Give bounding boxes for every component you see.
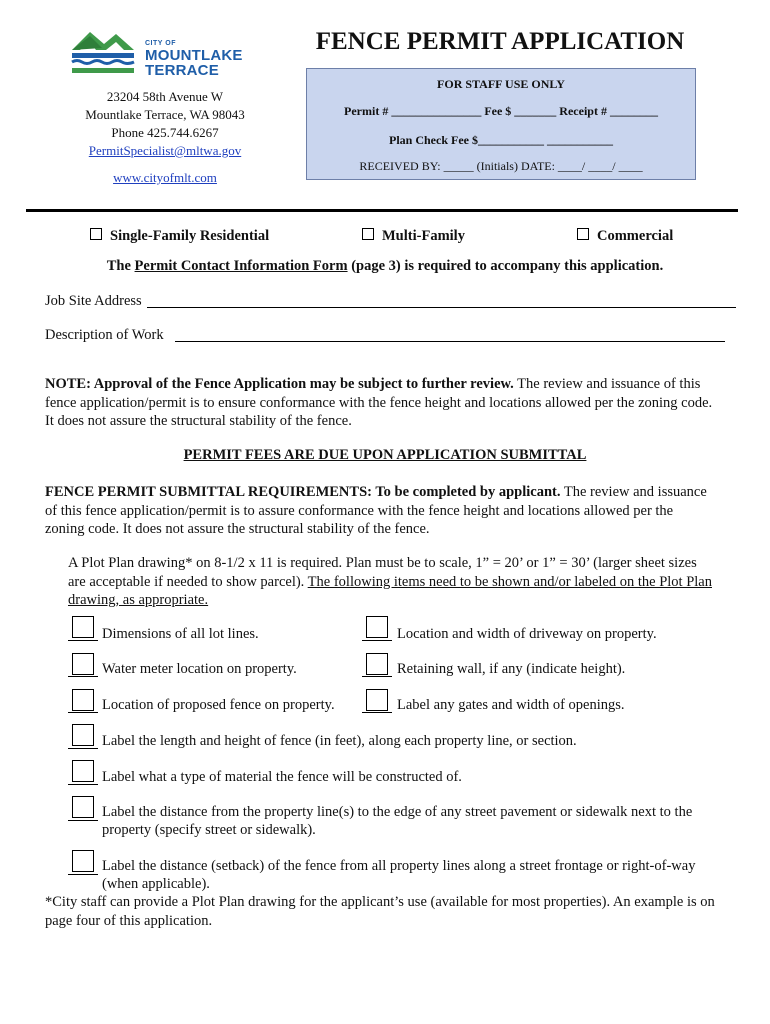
- checkbox-underline: [68, 676, 98, 677]
- checkbox-gates[interactable]: [366, 689, 388, 711]
- requirements-rest: The review and issuance of this fence application/permit is to assure conformance with the fence height and locations allowed per the zoning code. It does not assure the structural stability of the fence.: [45, 484, 707, 537]
- checkbox-fence-location[interactable]: [72, 689, 94, 711]
- divider: [26, 209, 738, 212]
- plot-plan-underlined: The following items need to be shown and/or labeled on the Plot Plan drawing, as appropriate.: [68, 573, 712, 608]
- staff-plan-check-line[interactable]: Plan Check Fee $___________ ___________: [389, 133, 613, 147]
- checkbox-length-height[interactable]: [72, 724, 94, 746]
- contact-form-link[interactable]: Permit Contact Information Form: [134, 258, 348, 274]
- checkbox-lot-lines[interactable]: [72, 616, 94, 638]
- checkbox-single-family[interactable]: [90, 228, 102, 240]
- job-site-label: Job Site Address: [45, 293, 142, 309]
- mountain-logo-icon: [68, 26, 144, 82]
- notice-post: (page 3) is required to accompany this application.: [347, 258, 664, 274]
- item-length-height: Label the length and height of fence (in feet), along each property line, or section.: [102, 733, 577, 749]
- checkbox-underline: [68, 748, 98, 749]
- checkbox-multi-family[interactable]: [362, 228, 374, 240]
- item-driveway: Location and width of driveway on property.: [397, 626, 657, 642]
- fees-heading: [0, 447, 770, 464]
- type-commercial-label: Commercial: [597, 228, 674, 244]
- website-block: [60, 170, 270, 186]
- checkbox-underline: [68, 784, 98, 785]
- item-gates: Label any gates and width of openings.: [397, 697, 625, 713]
- checkbox-underline: [68, 820, 98, 821]
- city-address: Mountlake Terrace, WA 98043: [85, 107, 245, 122]
- item-material: Label what a type of material the fence will be constructed of.: [102, 769, 462, 785]
- type-single-family[interactable]: [90, 228, 269, 245]
- notice-pre: The: [106, 258, 135, 274]
- city-logo: [68, 26, 248, 82]
- checkbox-water-meter[interactable]: [72, 653, 94, 675]
- item-fence-location: Location of proposed fence on property.: [102, 697, 335, 713]
- checkbox-setback[interactable]: [72, 850, 94, 872]
- footnote: *City staff can provide a Plot Plan drawing for the applicant’s use (available for most properties). An example is on page four of this application.: [45, 894, 715, 929]
- requirements-paragraph: [45, 483, 715, 539]
- item-retaining-wall: Retaining wall, if any (indicate height).: [397, 661, 626, 677]
- checkbox-underline: [362, 712, 392, 713]
- plot-plan-paragraph: [68, 554, 718, 610]
- checkbox-street-distance[interactable]: [72, 796, 94, 818]
- type-single-family-label: Single-Family Residential: [110, 228, 270, 244]
- address-block: [60, 88, 270, 160]
- note-paragraph: [45, 375, 715, 431]
- staff-heading: FOR STAFF USE ONLY: [437, 77, 565, 91]
- staff-use-box: [306, 68, 696, 180]
- staff-received-line[interactable]: RECEIVED BY: _____ (Initials) DATE: ____/ ____/ ____: [359, 159, 643, 173]
- type-multi-family[interactable]: [362, 228, 465, 245]
- checkbox-underline: [362, 676, 392, 677]
- website-link[interactable]: www.cityofmlt.com: [113, 170, 217, 185]
- checkbox-underline: [362, 640, 392, 641]
- email-link[interactable]: PermitSpecialist@mltwa.gov: [88, 143, 242, 158]
- item-lot-lines: Dimensions of all lot lines.: [102, 626, 259, 642]
- plot-plan-text: A Plot Plan drawing* on 8-1/2 x 11 is required. Plan must be to scale, 1” = 20’ or 1” = 30’ (larger sheet sizes are acceptable if needed to show parcel).: [68, 555, 697, 590]
- logo-city-of: CITY OF: [145, 40, 176, 47]
- requirements-bold: FENCE PERMIT SUBMITTAL REQUIREMENTS: To be completed by applicant.: [45, 484, 561, 500]
- job-site-input[interactable]: [147, 307, 736, 308]
- type-multi-family-label: Multi-Family: [382, 228, 465, 244]
- checkbox-underline: [68, 874, 98, 875]
- page-title: FENCE PERMIT APPLICATION: [315, 28, 685, 55]
- logo-terrace: TERRACE: [145, 62, 219, 79]
- checkbox-commercial[interactable]: [577, 228, 589, 240]
- description-input[interactable]: [175, 341, 725, 342]
- description-label: Description of Work: [45, 327, 164, 343]
- note-bold: NOTE: Approval of the Fence Application may be subject to further review.: [45, 376, 514, 392]
- note-rest: The review and issuance of this fence application/permit is to ensure conformance with the fence height and locations allowed per the zoning code. It does not assure the structural stability of the fence.: [45, 376, 713, 429]
- logo-mountlake: MOUNTLAKE: [145, 47, 243, 64]
- street-address: 23204 58th Avenue W: [106, 89, 224, 104]
- checkbox-underline: [68, 640, 98, 641]
- staff-permit-line[interactable]: Permit # _______________ Fee $ _______ Receipt # ________: [344, 104, 658, 118]
- contact-form-notice: [0, 258, 770, 275]
- type-commercial[interactable]: [577, 228, 673, 245]
- fees-heading-text: PERMIT FEES ARE DUE UPON APPLICATION SUBMITTAL: [183, 447, 587, 463]
- checkbox-retaining-wall[interactable]: [366, 653, 388, 675]
- phone-number: Phone 425.744.6267: [111, 125, 219, 140]
- checkbox-driveway[interactable]: [366, 616, 388, 638]
- checkbox-material[interactable]: [72, 760, 94, 782]
- item-water-meter: Water meter location on property.: [102, 661, 297, 677]
- item-street-distance: Label the distance from the property line(s) to the edge of any street pavement or sidewalk next to the property (specify street or sidewalk).: [102, 804, 693, 838]
- checkbox-underline: [68, 712, 98, 713]
- item-setback: Label the distance (setback) of the fence from all property lines along a street frontage or right-of-way (when applicable).: [102, 858, 696, 892]
